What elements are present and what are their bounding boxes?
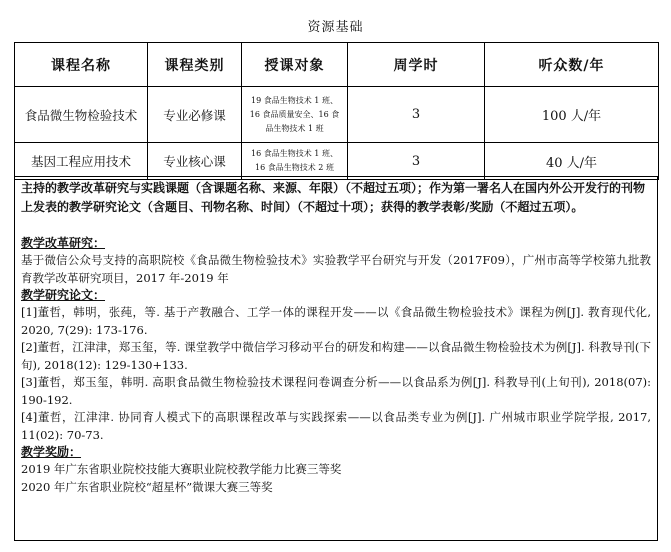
course-table [14, 42, 659, 180]
weekly-hours-cell: 3 [348, 143, 485, 180]
target-line: 16 食品质量安全、16 食 [249, 109, 340, 119]
instructions-text: 主持的教学改革研究与实践课题（含课题名称、来源、年限）（不超过五项）；作为第一署名人在国内外公开发行的刊物上发表的教学研究论文（含题目、刊物名称、时间）（不超过十项）；获得的教学表彰/奖励（不超过五项）。 [21, 181, 646, 214]
course-category-cell: 专业核心课 [148, 143, 242, 180]
table-row [15, 143, 659, 180]
target-students-cell [242, 87, 348, 143]
awards-section-heading: 教学奖励： [21, 445, 82, 459]
header-audience-per-year: 听众数/年 [485, 43, 659, 87]
page-title: 资源基础 [307, 20, 364, 35]
header-course-name: 课程名称 [15, 43, 148, 87]
header-target-students: 授课对象 [242, 43, 348, 87]
paper-item: [1]董哲，韩明，张莼，等. 基于产教融合、工学一体的课程开发——以《食品微生物检验技术》课程为例[J]. 教育现代化, 2020, 7(29): 173-176. [21, 305, 651, 337]
course-category-cell: 专业必修课 [148, 87, 242, 143]
target-line: 19 食品生物技术 1 班、 [251, 95, 338, 105]
reform-section-heading: 教学改革研究： [21, 236, 106, 250]
papers-section-heading: 教学研究论文： [21, 288, 106, 302]
paper-item: [4]董哲，江津津. 协同育人模式下的高职课程改革与实践探索——以食品类专业为例[J]. 广州城市职业学院学报, 2017, 11(02): 70-73. [21, 410, 651, 442]
header-weekly-hours: 周学时 [348, 43, 485, 87]
target-line: 16 食品生物技术 1 班、 [251, 149, 338, 158]
target-students-cell [242, 143, 348, 180]
weekly-hours-cell: 3 [348, 87, 485, 143]
table-row [15, 87, 659, 143]
audience-cell: 40 人/年 [485, 143, 659, 180]
target-line: 品生物技术 1 班 [265, 123, 324, 133]
teaching-research-box [14, 176, 658, 541]
reform-project-text: 基于微信公众号支持的高职院校《食品微生物检验技术》实验教学平台研究与开发（2017F09），广州市高等学校第九批教育教学改革研究项目，2017 年-2019 年 [21, 253, 651, 285]
table-header-row [15, 43, 659, 87]
target-line: 16 食品生物技术 2 班 [255, 163, 334, 172]
header-course-category: 课程类别 [148, 43, 242, 87]
audience-cell: 100 人/年 [485, 87, 659, 143]
paper-item: [3]董哲，郑玉玺，韩明. 高职食品微生物检验技术课程问卷调查分析——以食品系为例[J]. 科教导刊(上旬刊), 2018(07): 190-192. [21, 375, 651, 407]
award-item: 2020 年广东省职业院校“超星杯”微课大赛三等奖 [21, 479, 273, 494]
award-item: 2019 年广东省职业院校技能大赛职业院校教学能力比赛三等奖 [21, 462, 342, 476]
paper-item: [2]董哲，江津津，郑玉玺，等. 课堂教学中微信学习移动平台的研发和构建——以食品微生物检验技术为例[J]. 科教导刊(下旬), 2018(12): 129-130+133. [21, 340, 651, 372]
course-name-cell: 食品微生物检验技术 [15, 87, 148, 143]
course-name-cell: 基因工程应用技术 [15, 143, 148, 180]
